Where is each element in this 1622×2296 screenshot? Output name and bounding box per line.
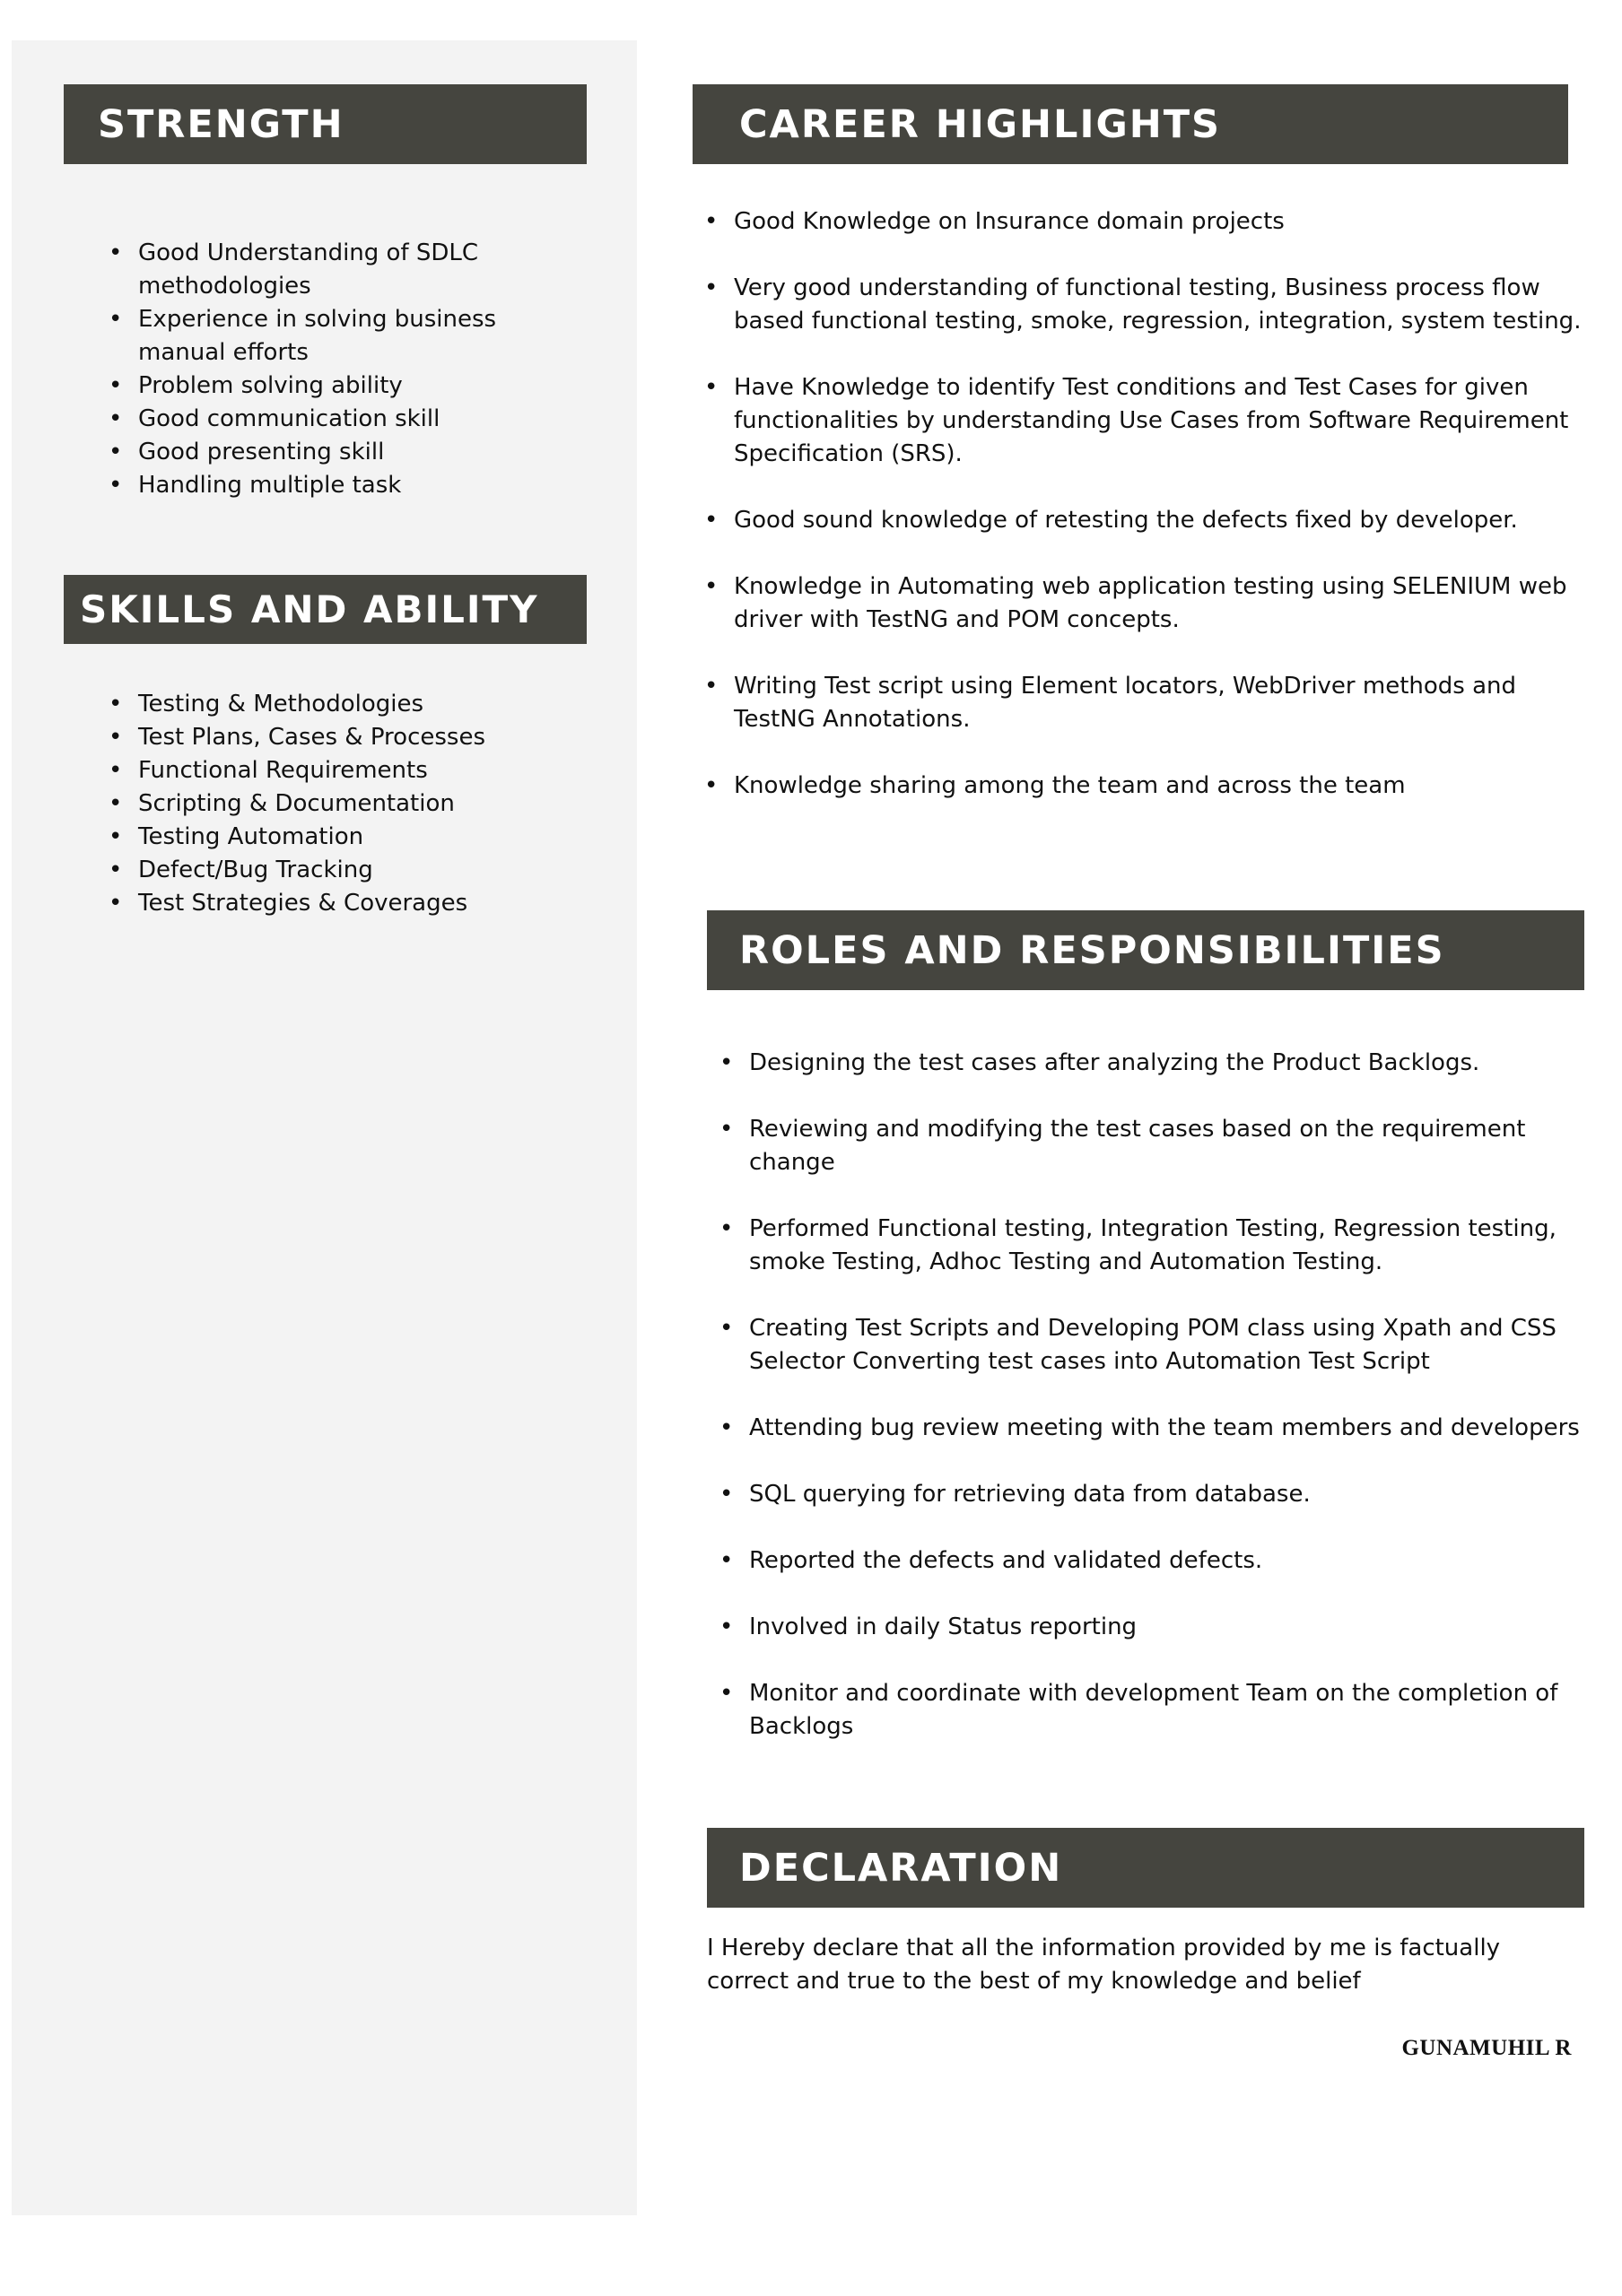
list-item: • Testing & Methodologies [138,688,587,721]
list-item: • Reported the defects and validated defects. [749,1544,1596,1578]
roles-list [719,1047,1596,1744]
list-item: • Test Plans, Cases & Processes [138,721,587,754]
list-item: • Designing the test cases after analyzing the Product Backlogs. [749,1047,1596,1080]
bullet-icon: • [704,374,719,401]
bullet-icon: • [719,1547,734,1574]
bullet-icon: • [109,405,123,432]
strength-list [109,237,515,502]
bullet-icon: • [719,1215,734,1242]
bullet-icon: • [109,306,123,333]
skills-list [109,688,587,920]
bullet-icon: • [704,507,719,534]
list-item: • Performed Functional testing, Integration Testing, Regression testing, smoke Testing, Adhoc Testing and Automation Testing. [749,1213,1596,1279]
bullet-icon: • [719,1049,734,1076]
bullet-icon: • [109,857,123,883]
list-item: • Problem solving ability [138,370,515,403]
bullet-icon: • [719,1414,734,1441]
bullet-icon: • [109,757,123,784]
bullet-icon: • [109,790,123,817]
bullet-icon: • [109,890,123,917]
strength-header [64,84,587,164]
signature-name: GUNAMUHIL R [1401,2036,1572,2060]
bullet-icon: • [719,1481,734,1508]
bullet-icon: • [109,439,123,465]
roles-title: ROLES AND RESPONSIBILITIES [739,927,1445,973]
list-item: • Creating Test Scripts and Developing POM class using Xpath and CSS Selector Converting test cases into Automation Test Script [749,1312,1596,1378]
career-title: CAREER HIGHLIGHTS [739,101,1222,147]
bullet-icon: • [704,673,719,700]
skills-title: SKILLS AND ABILITY [80,587,539,631]
list-item: • Test Strategies & Coverages [138,887,587,920]
bullet-icon: • [109,724,123,751]
list-item: • Experience in solving business manual efforts [138,303,515,370]
declaration-text: I Hereby declare that all the information provided by me is factually correct and true to the best of my knowledge and belief [707,1935,1501,1995]
career-header [693,84,1568,164]
bullet-icon: • [109,823,123,850]
list-item: • Functional Requirements [138,754,587,787]
declaration-header [707,1828,1584,1908]
list-item: • SQL querying for retrieving data from database. [749,1478,1596,1511]
bullet-icon: • [704,208,719,235]
list-item: • Scripting & Documentation [138,787,587,821]
bullet-icon: • [704,573,719,600]
bullet-icon: • [109,372,123,399]
list-item: • Have Knowledge to identify Test conditions and Test Cases for given functionalities by understanding Use Cases from Software Requirement Specification (SRS). [734,371,1600,471]
bullet-icon: • [109,691,123,718]
list-item: • Good Understanding of SDLC methodologies [138,237,515,303]
list-item: • Good presenting skill [138,436,515,469]
bullet-icon: • [719,1116,734,1143]
list-item: • Reviewing and modifying the test cases based on the requirement change [749,1113,1596,1179]
bullet-icon: • [704,274,719,301]
bullet-icon: • [704,772,719,799]
roles-header [707,910,1584,990]
bullet-icon: • [719,1613,734,1640]
bullet-icon: • [719,1315,734,1342]
bullet-icon: • [109,239,123,266]
list-item: • Very good understanding of functional testing, Business process flow based functional testing, smoke, regression, integration, system testing. [734,272,1600,338]
bullet-icon: • [719,1680,734,1707]
bullet-icon: • [109,472,123,499]
career-list [704,205,1600,803]
list-item: • Involved in daily Status reporting [749,1611,1596,1644]
list-item: • Monitor and coordinate with development Team on the completion of Backlogs [749,1677,1596,1744]
skills-header [64,575,587,644]
list-item: • Defect/Bug Tracking [138,854,587,887]
list-item: • Knowledge in Automating web application testing using SELENIUM web driver with TestNG and POM concepts. [734,570,1600,637]
list-item: • Writing Test script using Element locators, WebDriver methods and TestNG Annotations. [734,670,1600,736]
strength-title: STRENGTH [98,101,344,147]
declaration-title: DECLARATION [739,1845,1063,1891]
list-item: • Good communication skill [138,403,515,436]
list-item: • Handling multiple task [138,469,515,502]
list-item: • Good sound knowledge of retesting the defects fixed by developer. [734,504,1600,537]
list-item: • Good Knowledge on Insurance domain projects [734,205,1600,239]
list-item: • Testing Automation [138,821,587,854]
list-item: • Knowledge sharing among the team and across the team [734,770,1600,803]
list-item: • Attending bug review meeting with the team members and developers [749,1412,1596,1445]
